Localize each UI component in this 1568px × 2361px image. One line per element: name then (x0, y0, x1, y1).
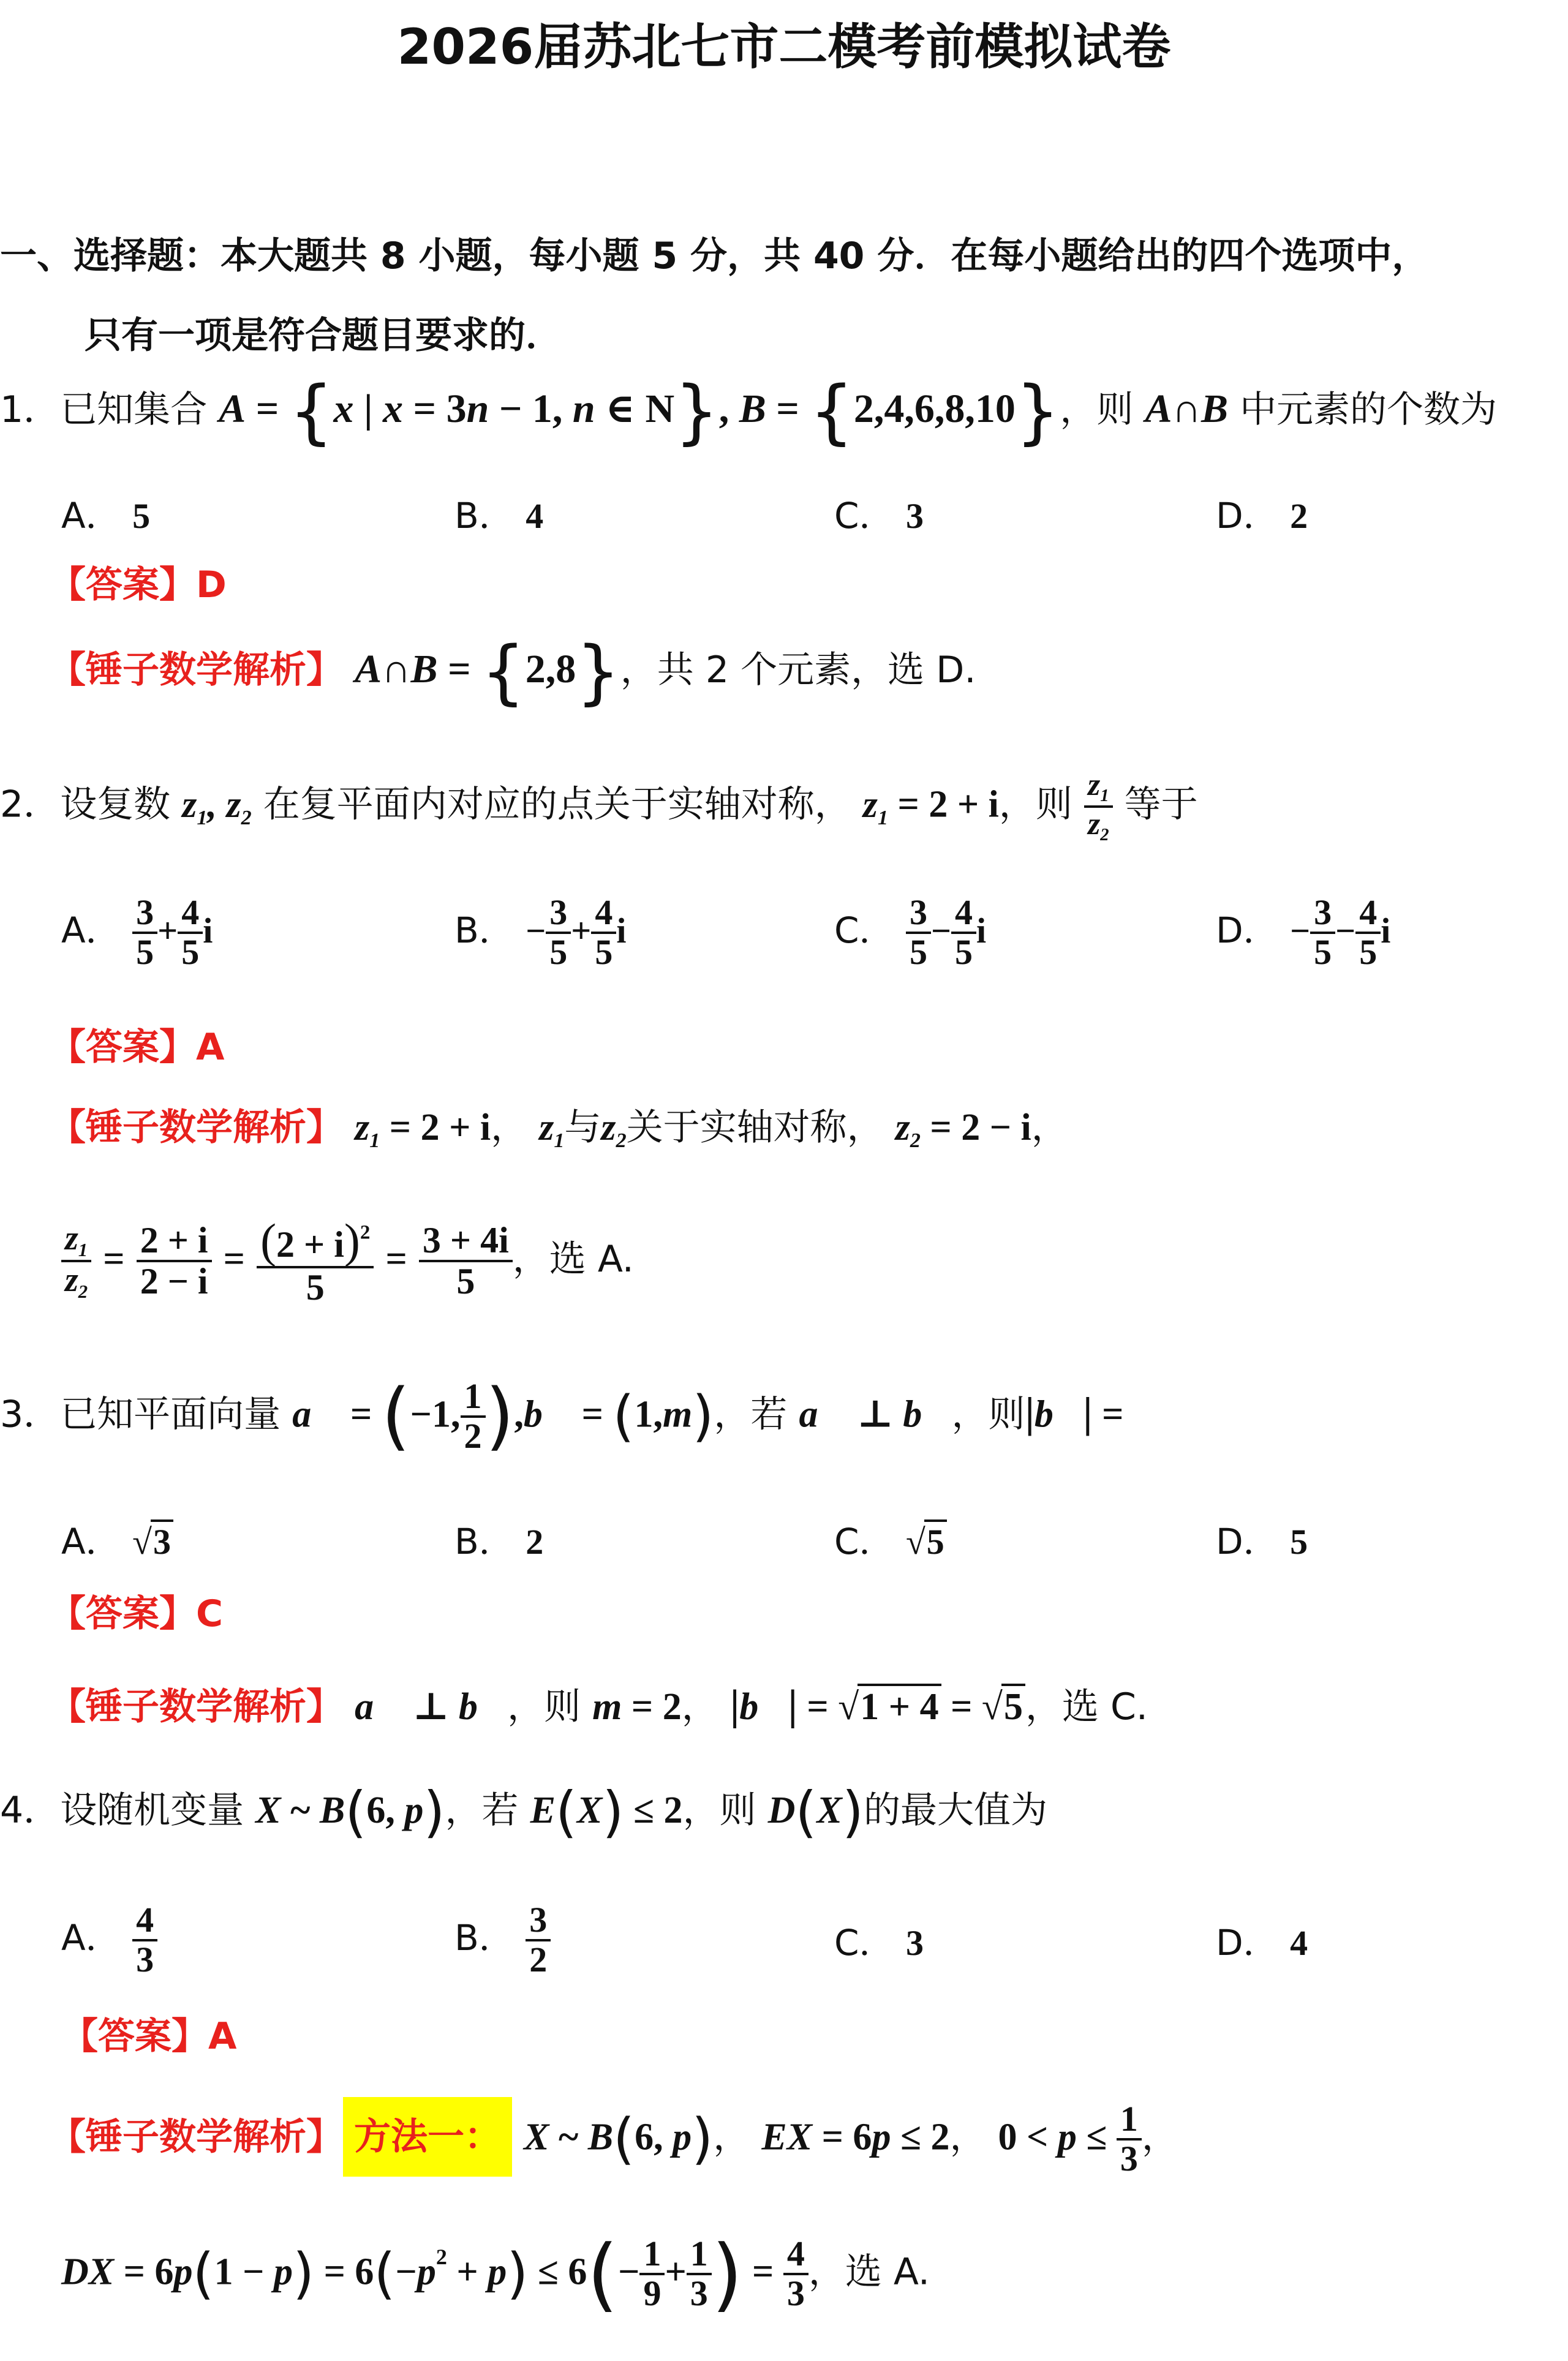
option-a: A． 5 (61, 495, 151, 537)
answer-3: 【答案】C (49, 1592, 224, 1635)
question-text: 已知集合 (60, 388, 208, 431)
option-d: D． − $\frac{3}{5}$ − $\frac{4}{5}$ i (1216, 892, 1391, 972)
option-a: A． $\frac{4}{3}$ (61, 1902, 157, 1979)
analysis-2: 【锤子数学解析】 $z_1 = 2 + i$， $z_1$与$z_2$关于实轴对称， $z_2 = 2 - i$， (49, 1106, 1068, 1152)
option-a: A． $\frac{3}{5}$ + $\frac{4}{5}$ i (61, 892, 213, 972)
option-c: C． $\frac{3}{5}$ − $\frac{4}{5}$ i (834, 892, 987, 972)
question-1: 1．已知集合 A = {x | x = 3n − 1, n ∈ N}, B = {2,4,6,8,10}，则 A∩B 中元素的个数为 (0, 371, 1498, 453)
option-b: B． − $\frac{3}{5}$ + $\frac{4}{5}$ i (454, 892, 627, 972)
option-d: D． 2 (1216, 495, 1308, 537)
option-b: B． $\frac{3}{2}$ (454, 1902, 551, 1979)
answer-4: 【答案】A (61, 2015, 237, 2058)
question-number: 1． (0, 388, 61, 431)
answer-1: 【答案】D (49, 563, 227, 606)
analysis-4-line2: DX = $6p(1 - p) = 6(-p^2 + p) \le 6(-$ $\frac{1}{9}$ + $\frac{1}{3}$ ) = $\frac{4}{3}$ ，选 A. (61, 2227, 930, 2321)
analysis-3: 【锤子数学解析】 a⃗ ⊥ b⃗，则 m = 2， |b⃗| = √1 + 4 = √5，选 C. (49, 1682, 1148, 1729)
section-heading-line1: 一、选择题：本大题共 8 小题，每小题 5 分，共 40 分．在每小题给出的四个选项中， (0, 235, 1429, 277)
question-3: 3．已知平面向量 a⃗ = (−1, $\frac{1}{2}$ ),b⃗ = (1,m)，若 a⃗ ⊥ b⃗，则|b⃗| = (0, 1373, 1124, 1459)
option-b: B． 4 (454, 495, 544, 537)
page-title: 2026届苏北七市二模考前模拟试卷 (397, 18, 1171, 75)
analysis-2-line2: $\frac{z_1}{z_2}$ = $\frac{2 + i}{2 - i}$ = $\frac{(2 + i)^2}{5}$ = $\frac{3 + 4i}{5}$ ，选 A. (61, 1216, 634, 1307)
method-highlight: 方法一： (343, 2097, 512, 2177)
question-4: 4．设随机变量 X ~ B(6, p)，若 E(X) ≤ 2，则 D(X)的最大值为 (0, 1780, 1048, 1845)
option-d: D． 4 (1216, 1922, 1308, 1964)
option-a: A． √3 (61, 1513, 173, 1564)
option-c: C． √5 (834, 1513, 947, 1564)
answer-2: 【答案】A (49, 1026, 225, 1069)
analysis-4: 【锤子数学解析】 方法一： X ~ B(6, p)， EX = 6p ≤ 2， 0 < p ≤ $\frac{1}{3}$ ， (49, 2101, 1178, 2178)
option-c: C． 3 (834, 495, 924, 537)
section-heading-line2: 只有一项是符合题目要求的． (85, 314, 562, 357)
question-2: 2．设复数 $z_1$, $z_2$ 在复平面内对应的点关于实轴对称， $z_1 = 2 + i$，则 $\frac{z_1}{z_2}$ 等于 (0, 767, 1198, 845)
option-b: B． 2 (454, 1521, 544, 1562)
option-c: C． 3 (834, 1922, 924, 1964)
analysis-1: 【锤子数学解析】 A∩B = {2,8}，共 2 个元素，选 D. (49, 631, 976, 713)
option-d: D． 5 (1216, 1521, 1308, 1562)
